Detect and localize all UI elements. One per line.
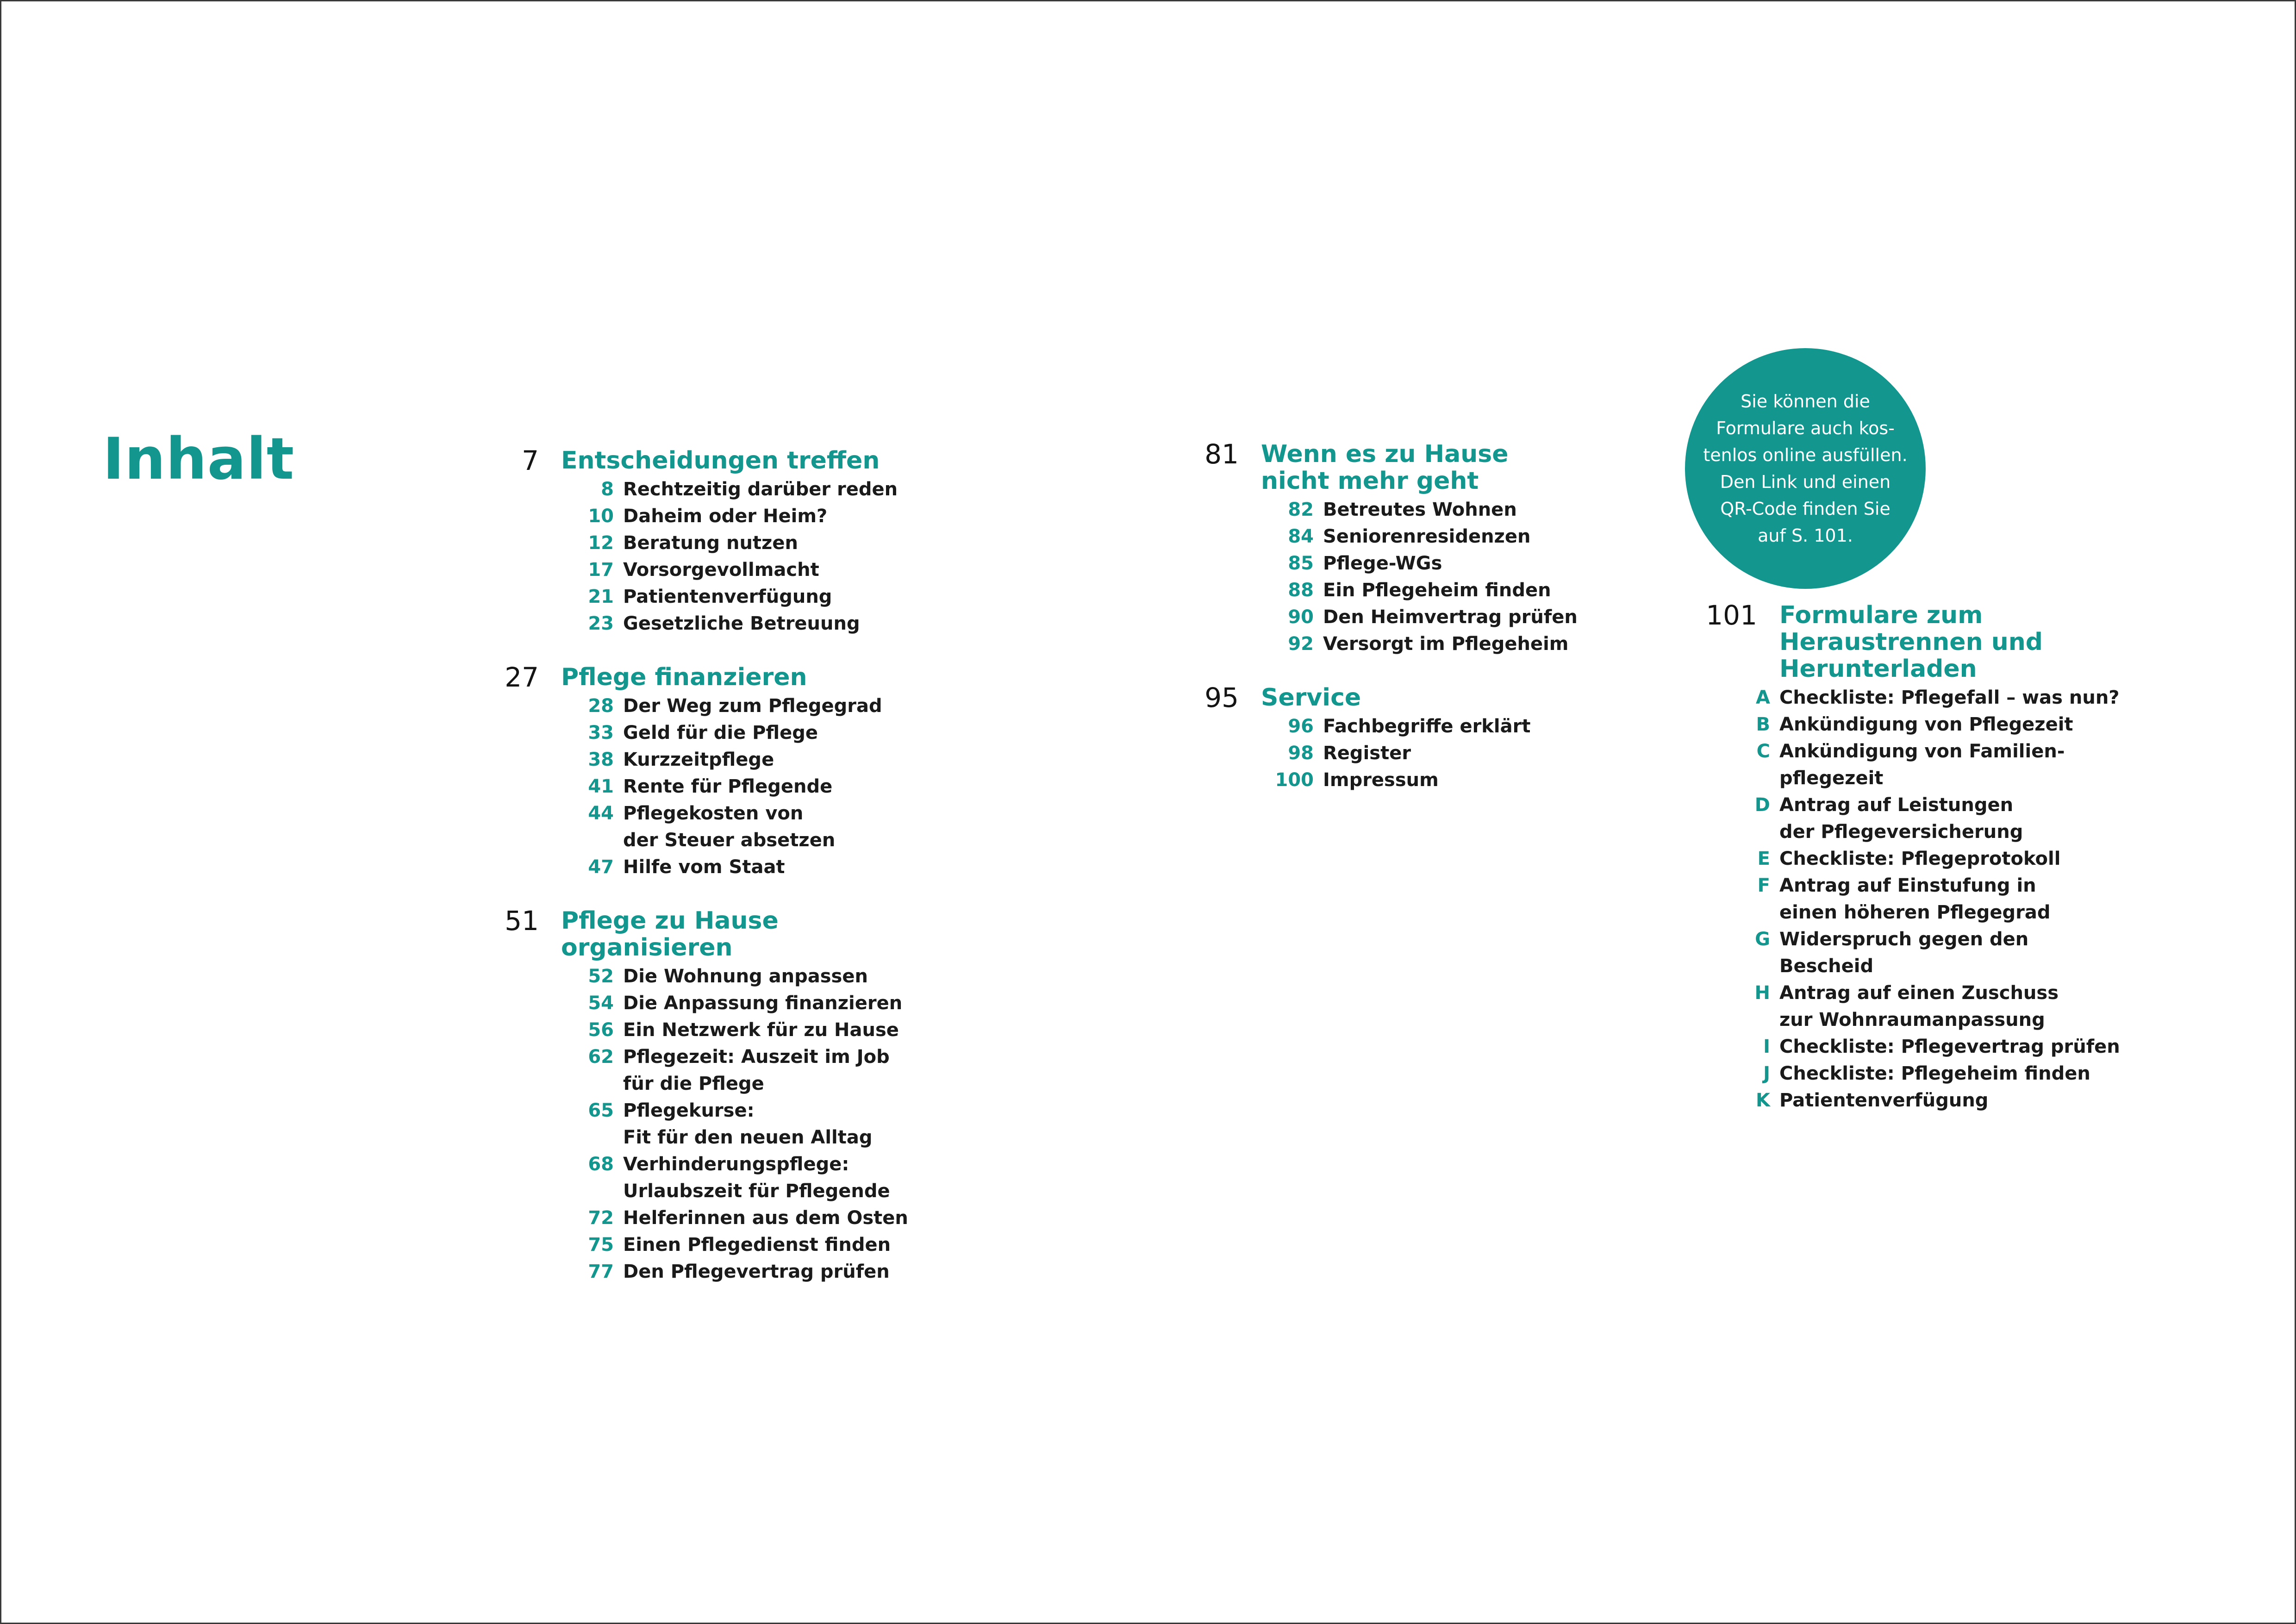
toc-entry[interactable]	[1261, 740, 1613, 767]
section-page-number: 7	[522, 445, 539, 476]
entry-list	[1261, 713, 1613, 793]
entry-title: Ankündigung von Familien- pflegezeit	[1779, 741, 2065, 789]
toc-section	[522, 445, 922, 637]
toc-entry[interactable]	[561, 800, 922, 854]
entry-number: 52	[588, 966, 614, 987]
entry-title: Pflegekurse: Fit für den neuen Alltag	[623, 1100, 873, 1148]
toc-entry[interactable]	[1261, 604, 1613, 631]
entry-letter: B	[1756, 714, 1770, 735]
entry-letter: K	[1756, 1090, 1770, 1111]
entry-number: 96	[1288, 716, 1314, 737]
entry-title: Pflege-WGs	[1323, 553, 1442, 574]
entry-list	[561, 693, 922, 881]
toc-entry[interactable]	[561, 1151, 922, 1205]
toc-entry[interactable]	[561, 1017, 922, 1043]
section-heading[interactable]	[1204, 682, 1613, 713]
toc-entry[interactable]	[1717, 1087, 2159, 1114]
toc-section	[1204, 438, 1613, 657]
entry-letter: A	[1756, 687, 1770, 708]
entry-title: Checkliste: Pflegefall – was nun?	[1779, 687, 2120, 708]
entry-title: Der Weg zum Pflegegrad	[623, 695, 882, 717]
toc-entry[interactable]	[1717, 980, 2159, 1033]
entry-title: Checkliste: Pflegeprotokoll	[1779, 848, 2061, 869]
entry-title: Rente für Pflegende	[623, 776, 833, 797]
entry-number: 33	[588, 722, 614, 743]
toc-entry[interactable]	[1717, 926, 2159, 980]
section-heading[interactable]	[1204, 438, 1613, 495]
toc-entry[interactable]	[561, 854, 922, 881]
section-heading[interactable]	[522, 445, 922, 476]
toc-entry[interactable]	[561, 1205, 922, 1231]
section-page-number: 51	[505, 905, 539, 937]
entry-number: 68	[588, 1154, 614, 1175]
toc-entry[interactable]	[1261, 496, 1613, 523]
entry-number: 21	[588, 586, 614, 607]
entry-title: Rechtzeitig darüber reden	[623, 479, 898, 500]
toc-entry[interactable]	[1717, 738, 2159, 792]
entry-number: 92	[1288, 633, 1314, 655]
toc-entry[interactable]	[1261, 577, 1613, 604]
entry-title: Patientenverfügung	[623, 586, 832, 607]
toc-entry[interactable]	[1717, 711, 2159, 738]
toc-entry[interactable]	[561, 773, 922, 800]
callout-text: Sie können die Formulare auch kos- tenlos online ausfüllen. Den Link und einen QR-Code finden Sie auf S. 101.	[1703, 391, 1908, 546]
entry-number: 44	[588, 803, 614, 824]
toc-entry[interactable]	[561, 530, 922, 556]
toc-entry[interactable]	[561, 1231, 922, 1258]
entry-title: Beratung nutzen	[623, 532, 798, 554]
entry-title: Pflegekosten von der Steuer absetzen	[623, 803, 836, 851]
entry-title: Hilfe vom Staat	[623, 856, 785, 878]
entry-title: Impressum	[1323, 769, 1439, 791]
page-title: Inhalt	[103, 426, 295, 493]
section-title: Pflege finanzieren	[561, 663, 807, 691]
entry-list	[561, 476, 922, 637]
entry-number: 8	[601, 479, 614, 500]
entry-number: 54	[588, 993, 614, 1014]
entry-title: Register	[1323, 743, 1411, 764]
entry-number: 28	[588, 695, 614, 717]
entry-letter: I	[1763, 1036, 1770, 1057]
toc-entry[interactable]	[561, 1097, 922, 1151]
toc-entry[interactable]	[1261, 550, 1613, 577]
entry-number: 82	[1288, 499, 1314, 520]
entry-letter: C	[1756, 741, 1770, 762]
entry-number: 65	[588, 1100, 614, 1121]
toc-entry[interactable]	[561, 610, 922, 637]
section-title: Service	[1261, 684, 1361, 712]
section-page-number: 81	[1204, 438, 1239, 470]
toc-entry[interactable]	[1717, 845, 2159, 872]
section-heading[interactable]	[1706, 600, 2159, 683]
toc-section	[505, 662, 922, 881]
entry-title: Die Wohnung anpassen	[623, 966, 868, 987]
entry-number: 84	[1288, 526, 1314, 547]
entry-title: Daheim oder Heim?	[623, 506, 828, 527]
entry-number: 98	[1288, 743, 1314, 764]
section-title: Pflege zu Hause organisieren	[561, 907, 779, 962]
section-heading[interactable]	[505, 905, 922, 962]
entry-number: 38	[588, 749, 614, 770]
section-heading[interactable]	[505, 662, 922, 693]
entry-number: 56	[588, 1019, 614, 1041]
entry-letter: G	[1755, 929, 1770, 950]
entry-title: Ein Netzwerk für zu Hause	[623, 1019, 899, 1041]
entry-title: Kurzzeitpflege	[623, 749, 774, 770]
toc-entry[interactable]	[1261, 631, 1613, 657]
entry-title: Widerspruch gegen den Bescheid	[1779, 929, 2029, 977]
section-page-number: 101	[1706, 600, 1757, 631]
entry-title: Vorsorgevollmacht	[623, 559, 819, 581]
toc-entry[interactable]	[1717, 792, 2159, 845]
toc-section	[1204, 682, 1613, 793]
toc-entry[interactable]	[1717, 1060, 2159, 1087]
entry-letter: J	[1763, 1063, 1770, 1084]
entry-list	[561, 963, 922, 1285]
entry-title: Ankündigung von Pflegezeit	[1779, 714, 2073, 735]
entry-title: Geld für die Pflege	[623, 722, 818, 743]
entry-title: Ein Pflegeheim finden	[1323, 580, 1551, 601]
toc-entry[interactable]	[1261, 523, 1613, 550]
entry-number: 88	[1288, 580, 1314, 601]
entry-letter: E	[1757, 848, 1770, 869]
entry-title: Antrag auf Einstufung in einen höheren Pflegegrad	[1779, 875, 2051, 923]
toc-entry[interactable]	[1717, 872, 2159, 926]
toc-column-1	[505, 445, 922, 1285]
entry-title: Betreutes Wohnen	[1323, 499, 1517, 520]
entry-number: 41	[588, 776, 614, 797]
entry-letter: F	[1757, 875, 1770, 896]
entry-number: 62	[588, 1046, 614, 1068]
toc-entry[interactable]	[561, 719, 922, 746]
toc-section	[1706, 600, 2159, 1114]
entry-list	[1717, 684, 2159, 1114]
entry-number: 12	[588, 532, 614, 554]
section-page-number: 95	[1204, 682, 1239, 713]
section-title: Formulare zum Heraustrennen und Herunterladen	[1779, 601, 2043, 683]
entry-list	[1261, 496, 1613, 657]
entry-number: 75	[588, 1234, 614, 1255]
entry-title: Seniorenresidenzen	[1323, 526, 1531, 547]
toc-entry[interactable]	[561, 963, 922, 990]
entry-title: Den Pflegevertrag prüfen	[623, 1261, 890, 1282]
toc-entry[interactable]	[1261, 767, 1613, 793]
entry-title: Checkliste: Pflegeheim finden	[1779, 1063, 2090, 1084]
toc-entry[interactable]	[561, 556, 922, 583]
toc-entry[interactable]	[561, 476, 922, 503]
entry-title: Patientenverfügung	[1779, 1090, 1989, 1111]
entry-title: Helferinnen aus dem Osten	[623, 1207, 908, 1229]
entry-title: Verhinderungspflege: Urlaubszeit für Pflegende	[623, 1154, 890, 1202]
toc-column-3	[1706, 600, 2159, 1114]
toc-entry[interactable]	[561, 746, 922, 773]
section-title: Wenn es zu Hause nicht mehr geht	[1261, 440, 1509, 495]
entry-title: Versorgt im Pflegeheim	[1323, 633, 1569, 655]
entry-number: 10	[588, 506, 614, 527]
section-title: Entscheidungen treffen	[561, 447, 880, 475]
entry-number: 90	[1288, 606, 1314, 628]
entry-letter: H	[1754, 982, 1770, 1004]
toc-entry[interactable]	[1717, 684, 2159, 711]
entry-number: 72	[588, 1207, 614, 1229]
toc-entry[interactable]	[1717, 1033, 2159, 1060]
toc-entry[interactable]	[1261, 713, 1613, 740]
entry-number: 47	[588, 856, 614, 878]
entry-number: 17	[588, 559, 614, 581]
online-forms-callout	[1685, 348, 1926, 589]
entry-title: Fachbegriffe erklärt	[1323, 716, 1531, 737]
entry-letter: D	[1754, 794, 1770, 816]
entry-title: Pflegezeit: Auszeit im Job für die Pflege	[623, 1046, 890, 1094]
toc-entry[interactable]	[561, 503, 922, 530]
entry-title: Einen Pflegedienst finden	[623, 1234, 891, 1255]
toc-entry[interactable]	[561, 693, 922, 719]
entry-title: Die Anpassung finanzieren	[623, 993, 903, 1014]
toc-column-2	[1204, 438, 1613, 793]
entry-title: Antrag auf Leistungen der Pflegeversicherung	[1779, 794, 2023, 843]
toc-section	[505, 905, 922, 1285]
entry-number: 23	[588, 613, 614, 634]
toc-entry[interactable]	[561, 1258, 922, 1285]
section-page-number: 27	[505, 662, 539, 693]
entry-title: Checkliste: Pflegevertrag prüfen	[1779, 1036, 2120, 1057]
entry-title: Gesetzliche Betreuung	[623, 613, 860, 634]
toc-entry[interactable]	[561, 1043, 922, 1097]
entry-number: 77	[588, 1261, 614, 1282]
entry-number: 85	[1288, 553, 1314, 574]
entry-number: 100	[1275, 769, 1314, 791]
entry-title: Den Heimvertrag prüfen	[1323, 606, 1578, 628]
toc-entry[interactable]	[561, 583, 922, 610]
entry-title: Antrag auf einen Zuschuss zur Wohnraumanpassung	[1779, 982, 2059, 1031]
toc-entry[interactable]	[561, 990, 922, 1017]
